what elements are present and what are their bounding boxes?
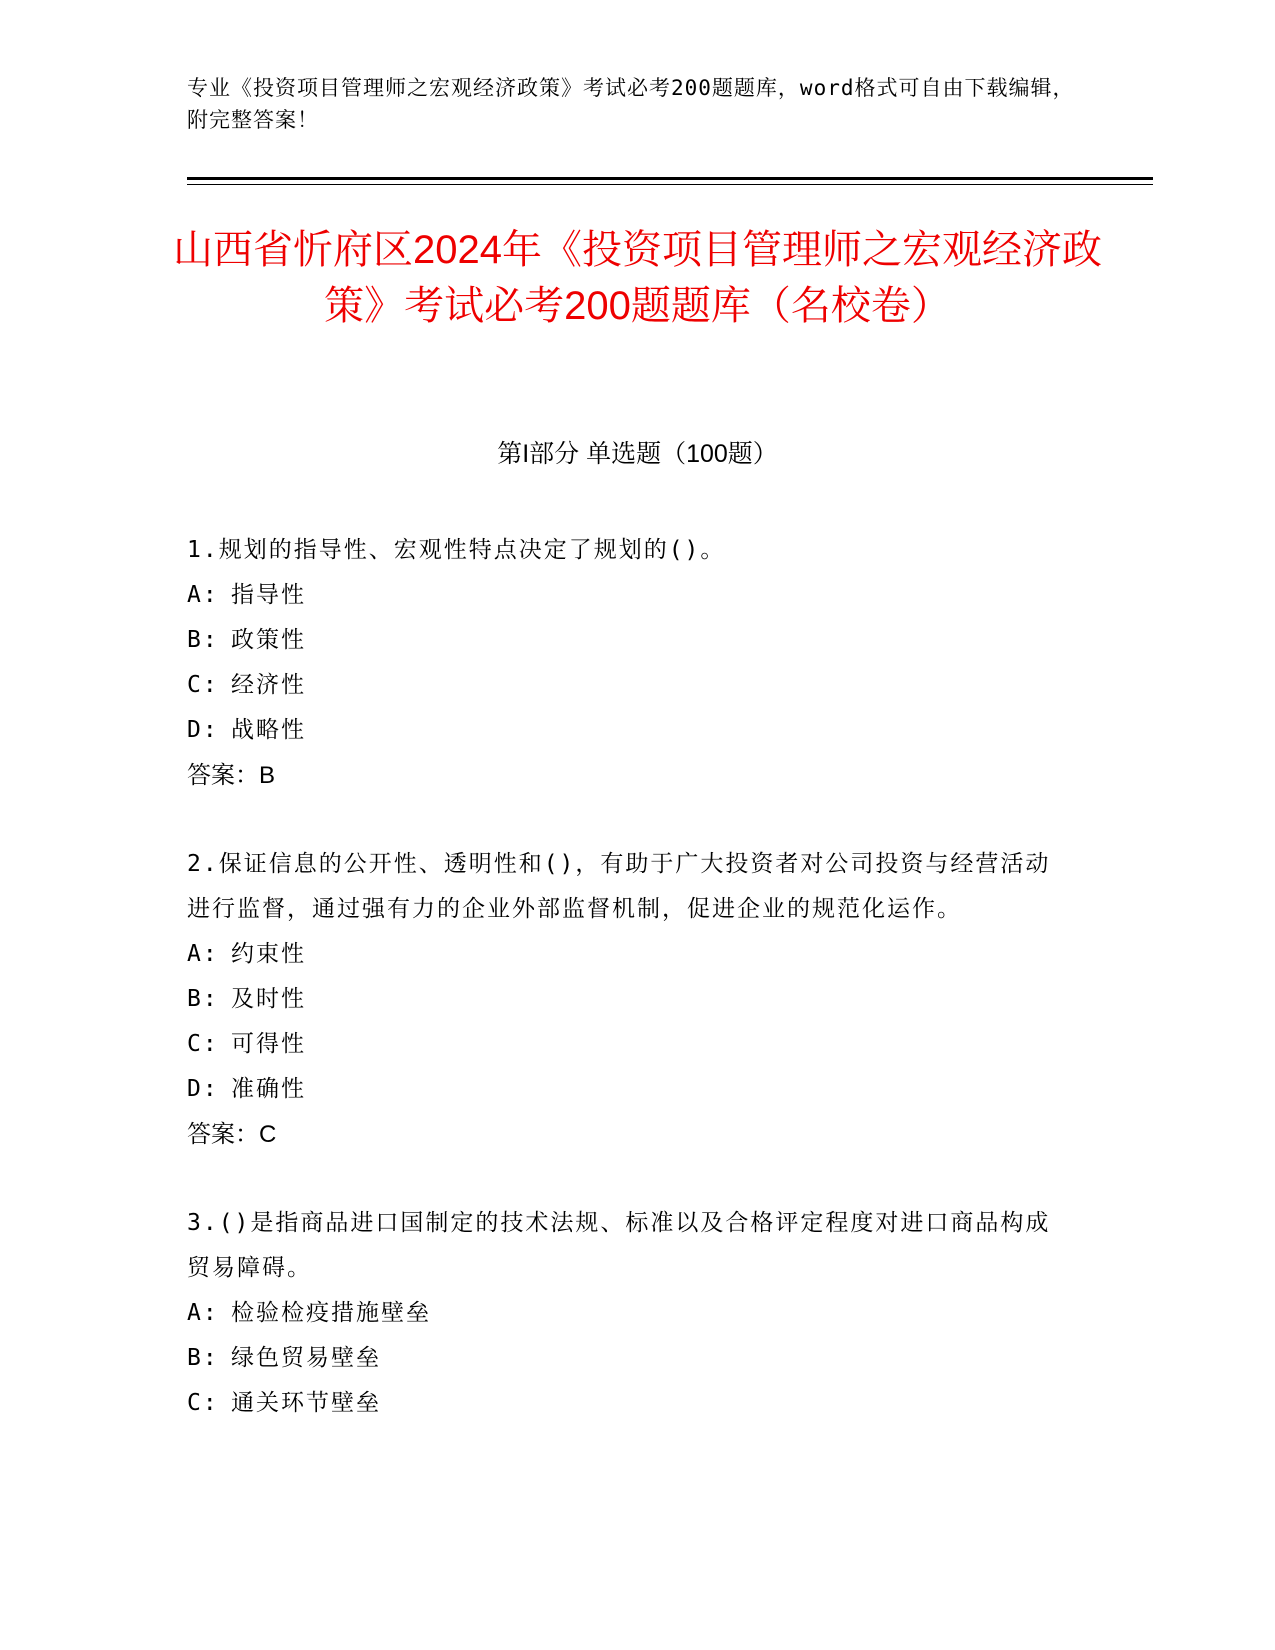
header-rule-thick [187,177,1153,180]
option-a [187,1291,1067,1336]
option-b [187,977,1067,1022]
option-text: 经济性 [231,672,306,698]
option-letter: A: [187,582,219,608]
question-3 [187,1201,1067,1426]
header-rule-thin [187,184,1153,185]
question-1 [187,528,1067,798]
option-letter: C: [187,1031,219,1057]
question-2 [187,842,1067,1157]
option-letter: B: [187,1345,219,1371]
option-c [187,663,1067,708]
option-d [187,708,1067,753]
answer-line [187,753,1067,798]
option-text: 通关环节壁垒 [231,1390,381,1416]
section-heading: 第I部分 单选题（100题） [497,440,778,468]
question-stem: 1.规划的指导性、宏观性特点决定了规划的()。 [187,537,726,563]
question-stem: 2.保证信息的公开性、透明性和()，有助于广大投资者对公司投资与经营活动进行监督，通过强有力的企业外部监督机制，促进企业的规范化运作。 [187,851,1051,922]
answer-prefix: 答案： [187,1121,259,1148]
option-text: 绿色贸易壁垒 [231,1345,381,1371]
option-c [187,1381,1067,1426]
option-letter: D: [187,1076,219,1102]
option-text: 检验检疫措施壁垒 [231,1300,431,1326]
option-d [187,1067,1067,1112]
option-letter: B: [187,986,219,1012]
option-b [187,1336,1067,1381]
document-title: 山西省忻府区2024年《投资项目管理师之宏观经济政策》考试必考200题题库（名校卷） [173,228,1102,328]
option-b [187,618,1067,663]
option-text: 战略性 [231,717,306,743]
question-list [187,528,1067,1470]
option-text: 指导性 [231,582,306,608]
option-letter: A: [187,941,219,967]
option-text: 及时性 [231,986,306,1012]
answer-prefix: 答案： [187,762,259,789]
option-a [187,573,1067,618]
option-letter: D: [187,717,219,743]
option-letter: B: [187,627,219,653]
option-letter: C: [187,672,219,698]
option-letter: C: [187,1390,219,1416]
option-a [187,932,1067,977]
header-note: 专业《投资项目管理师之宏观经济政策》考试必考200题题库，word格式可自由下载编辑，附完整答案！ [187,76,1075,132]
answer-value: C [259,1121,277,1148]
question-stem: 3.()是指商品进口国制定的技术法规、标准以及合格评定程度对进口商品构成贸易障碍。 [187,1210,1051,1281]
option-text: 准确性 [231,1076,306,1102]
answer-line [187,1112,1067,1157]
option-letter: A: [187,1300,219,1326]
option-text: 可得性 [231,1031,306,1057]
answer-value: B [259,762,276,789]
option-text: 政策性 [231,627,306,653]
option-text: 约束性 [231,941,306,967]
option-c [187,1022,1067,1067]
